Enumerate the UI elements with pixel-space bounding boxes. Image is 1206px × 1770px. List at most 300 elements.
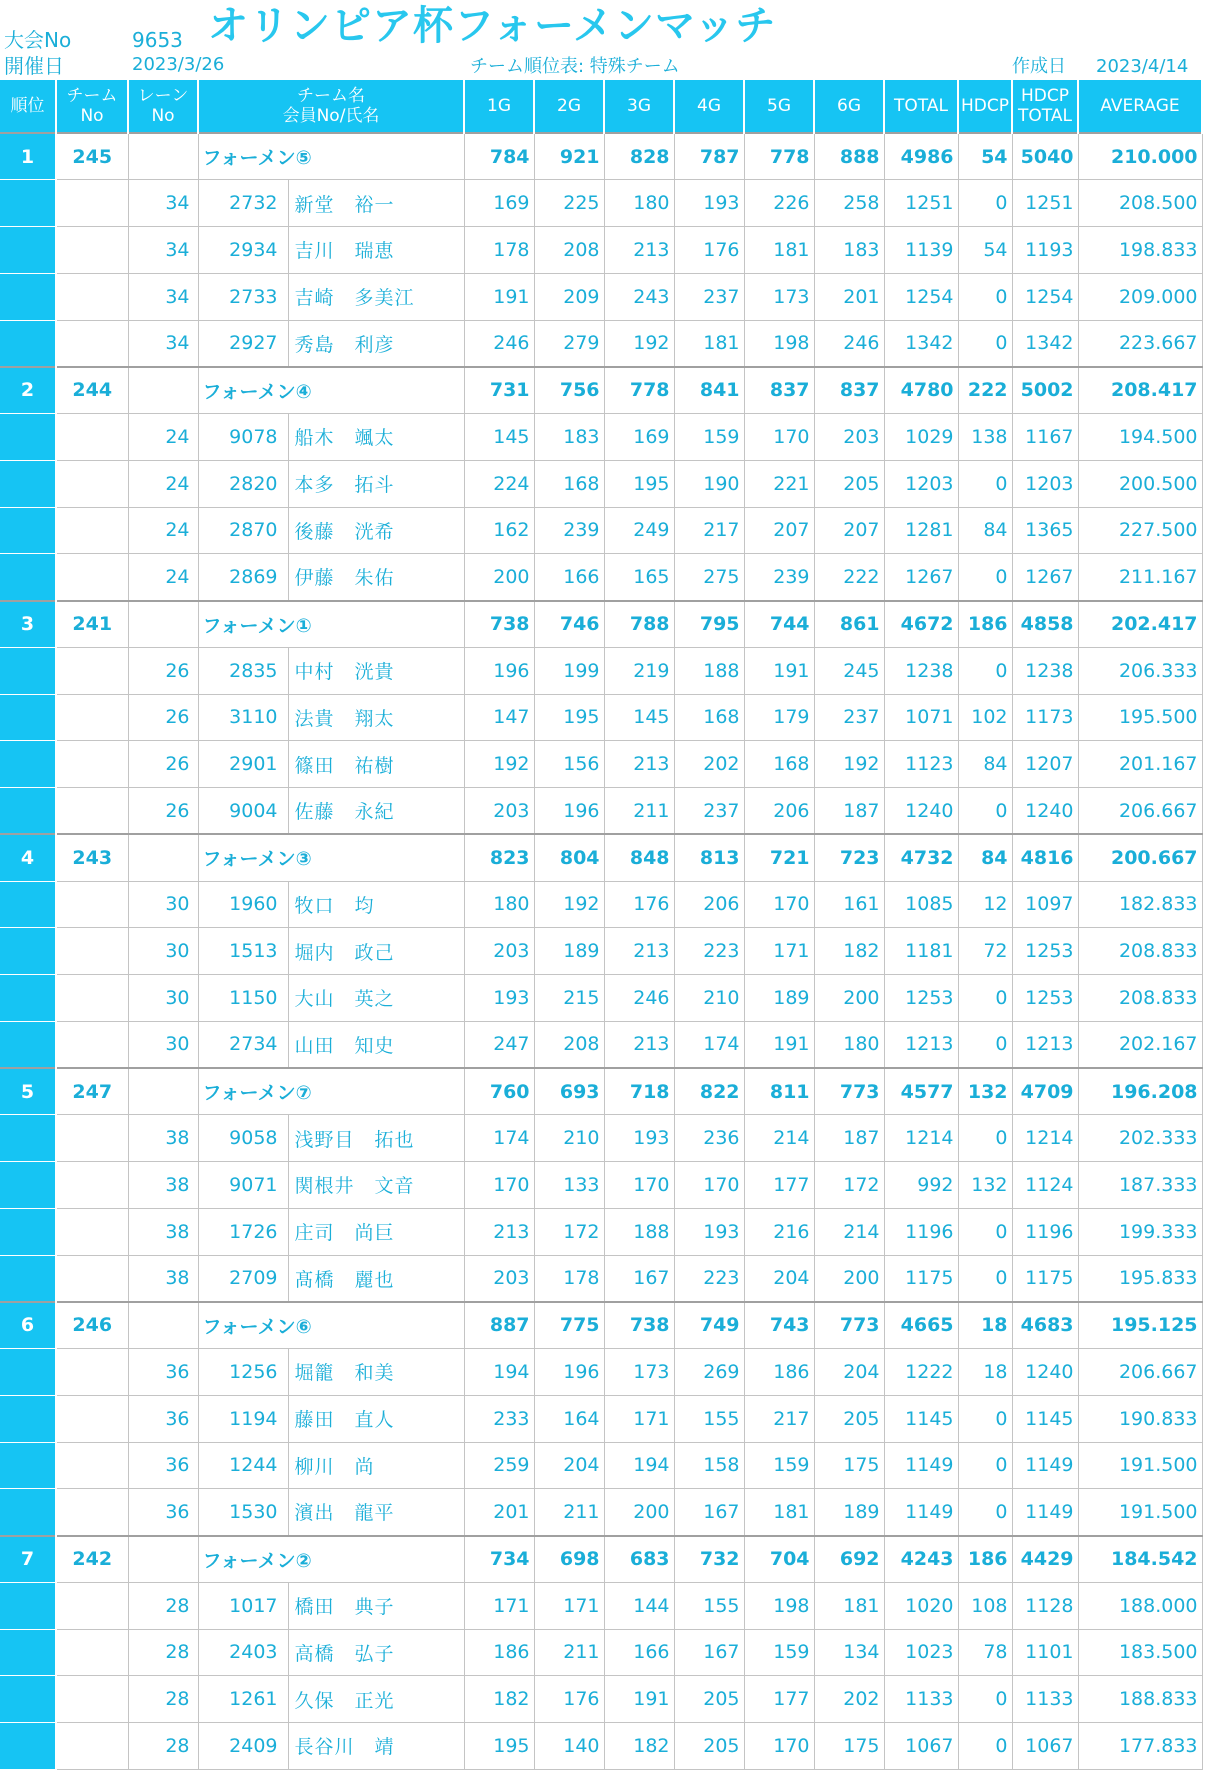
team-g6-cell: 773 [814, 1068, 884, 1115]
team-average-cell: 202.417 [1078, 601, 1202, 648]
member-average-cell: 177.833 [1078, 1723, 1202, 1770]
team-no-cell [56, 1676, 128, 1723]
lane-cell: 38 [128, 1208, 198, 1255]
member-g2-cell: 164 [534, 1395, 604, 1442]
team-average-cell: 200.667 [1078, 834, 1202, 881]
member-g5-cell: 226 [744, 180, 814, 227]
member-g3-cell: 144 [604, 1582, 674, 1629]
team-no-cell [56, 741, 128, 788]
lane-cell: 28 [128, 1582, 198, 1629]
member-hdcp-total-cell: 1253 [1012, 975, 1078, 1022]
lane-cell: 24 [128, 414, 198, 461]
member-hdcp-total-cell: 1149 [1012, 1442, 1078, 1489]
member-hdcp-total-cell: 1238 [1012, 647, 1078, 694]
member-g2-cell: 196 [534, 1349, 604, 1396]
member-total-cell: 1214 [884, 1115, 958, 1162]
member-g1-cell: 196 [464, 647, 534, 694]
member-hdcp-total-cell: 1145 [1012, 1395, 1078, 1442]
member-no-cell: 1194 [198, 1395, 288, 1442]
member-g5-cell: 170 [744, 414, 814, 461]
member-g2-cell: 209 [534, 273, 604, 320]
member-g2-cell: 225 [534, 180, 604, 227]
team-no-cell [56, 1629, 128, 1676]
member-g6-cell: 202 [814, 1676, 884, 1723]
member-g6-cell: 200 [814, 1255, 884, 1302]
tournament-no-label: 大会No [4, 28, 72, 52]
member-g3-cell: 200 [604, 1489, 674, 1536]
member-name-cell: 佐藤 永紀 [288, 788, 464, 835]
member-average-cell: 202.167 [1078, 1021, 1202, 1068]
member-hdcp-cell: 0 [958, 554, 1012, 601]
member-hdcp-total-cell: 1240 [1012, 788, 1078, 835]
lane-cell [128, 834, 198, 881]
event-date-value: 2023/3/26 [132, 54, 225, 75]
team-name-cell: フォーメン③ [198, 834, 464, 881]
member-total-cell: 1281 [884, 507, 958, 554]
member-total-cell: 1238 [884, 647, 958, 694]
member-total-cell: 1123 [884, 741, 958, 788]
member-g4-cell: 188 [674, 647, 744, 694]
team-g6-cell: 692 [814, 1536, 884, 1583]
col-hdcp: HDCP [958, 80, 1012, 133]
member-g3-cell: 188 [604, 1208, 674, 1255]
member-name-cell: 髙橋 麗也 [288, 1255, 464, 1302]
page-title: オリンピア杯フォーメンマッチ [208, 3, 777, 49]
member-hdcp-cell: 0 [958, 460, 1012, 507]
team-row [0, 1068, 1202, 1115]
member-no-cell: 1960 [198, 881, 288, 928]
col-average: AVERAGE [1078, 80, 1202, 133]
team-total-cell: 4732 [884, 834, 958, 881]
rank-cell [0, 1349, 56, 1396]
rank-cell [0, 741, 56, 788]
member-row [0, 1442, 1202, 1489]
team-total-cell: 4672 [884, 601, 958, 648]
member-g5-cell: 179 [744, 694, 814, 741]
team-average-cell: 184.542 [1078, 1536, 1202, 1583]
member-g5-cell: 198 [744, 1582, 814, 1629]
member-total-cell: 1145 [884, 1395, 958, 1442]
member-row [0, 1021, 1202, 1068]
team-g3-cell: 828 [604, 133, 674, 180]
member-hdcp-cell: 72 [958, 928, 1012, 975]
team-g3-cell: 778 [604, 367, 674, 414]
team-no-cell [56, 1255, 128, 1302]
lane-cell: 26 [128, 741, 198, 788]
member-name-cell: 船木 颯太 [288, 414, 464, 461]
team-hdcp-cell: 186 [958, 1536, 1012, 1583]
member-g3-cell: 211 [604, 788, 674, 835]
member-hdcp-cell: 78 [958, 1629, 1012, 1676]
member-g4-cell: 193 [674, 1208, 744, 1255]
member-g2-cell: 171 [534, 1582, 604, 1629]
member-average-cell: 195.833 [1078, 1255, 1202, 1302]
member-g1-cell: 170 [464, 1162, 534, 1209]
member-total-cell: 1020 [884, 1582, 958, 1629]
member-g6-cell: 175 [814, 1723, 884, 1770]
member-name-cell: 柳川 尚 [288, 1442, 464, 1489]
member-g1-cell: 174 [464, 1115, 534, 1162]
team-g5-cell: 778 [744, 133, 814, 180]
member-name-cell: 堀内 政己 [288, 928, 464, 975]
member-row [0, 1489, 1202, 1536]
member-g4-cell: 176 [674, 227, 744, 274]
member-g3-cell: 213 [604, 1021, 674, 1068]
member-hdcp-cell: 0 [958, 1442, 1012, 1489]
member-g2-cell: 176 [534, 1676, 604, 1723]
member-g3-cell: 169 [604, 414, 674, 461]
team-no-cell [56, 414, 128, 461]
member-no-cell: 2835 [198, 647, 288, 694]
member-no-cell: 3110 [198, 694, 288, 741]
lane-cell [128, 367, 198, 414]
member-no-cell: 1244 [198, 1442, 288, 1489]
member-total-cell: 1149 [884, 1489, 958, 1536]
member-no-cell: 1726 [198, 1208, 288, 1255]
member-total-cell: 1067 [884, 1723, 958, 1770]
team-average-cell: 210.000 [1078, 133, 1202, 180]
team-row [0, 1302, 1202, 1349]
lane-cell: 26 [128, 788, 198, 835]
member-g4-cell: 170 [674, 1162, 744, 1209]
member-g2-cell: 178 [534, 1255, 604, 1302]
member-g1-cell: 191 [464, 273, 534, 320]
member-g5-cell: 191 [744, 1021, 814, 1068]
member-row [0, 1349, 1202, 1396]
rank-cell [0, 1442, 56, 1489]
lane-cell: 34 [128, 320, 198, 367]
team-row [0, 1536, 1202, 1583]
member-hdcp-cell: 132 [958, 1162, 1012, 1209]
team-no-cell [56, 1723, 128, 1770]
team-no-cell: 247 [56, 1068, 128, 1115]
member-row [0, 1629, 1202, 1676]
member-g1-cell: 171 [464, 1582, 534, 1629]
member-g1-cell: 233 [464, 1395, 534, 1442]
team-g6-cell: 837 [814, 367, 884, 414]
member-average-cell: 198.833 [1078, 227, 1202, 274]
member-g3-cell: 145 [604, 694, 674, 741]
rank-cell: 5 [0, 1068, 56, 1115]
rank-cell [0, 273, 56, 320]
member-average-cell: 190.833 [1078, 1395, 1202, 1442]
team-g4-cell: 795 [674, 601, 744, 648]
lane-cell: 34 [128, 227, 198, 274]
team-hdcp-cell: 132 [958, 1068, 1012, 1115]
team-hdcp-cell: 222 [958, 367, 1012, 414]
lane-cell: 38 [128, 1115, 198, 1162]
member-hdcp-cell: 0 [958, 1395, 1012, 1442]
col-5g: 5G [744, 80, 814, 133]
rank-cell [0, 881, 56, 928]
team-row [0, 834, 1202, 881]
lane-cell: 30 [128, 881, 198, 928]
member-name-cell: 浅野目 拓也 [288, 1115, 464, 1162]
member-g1-cell: 203 [464, 1255, 534, 1302]
member-no-cell: 2869 [198, 554, 288, 601]
member-g3-cell: 243 [604, 273, 674, 320]
rank-cell [0, 554, 56, 601]
rank-cell [0, 180, 56, 227]
team-g3-cell: 738 [604, 1302, 674, 1349]
member-g2-cell: 140 [534, 1723, 604, 1770]
member-name-cell: 中村 洸貴 [288, 647, 464, 694]
team-g1-cell: 734 [464, 1536, 534, 1583]
lane-cell: 28 [128, 1629, 198, 1676]
member-total-cell: 1071 [884, 694, 958, 741]
member-hdcp-cell: 0 [958, 273, 1012, 320]
team-g4-cell: 822 [674, 1068, 744, 1115]
member-name-cell: 堀籠 和美 [288, 1349, 464, 1396]
team-hdcp-total-cell: 4429 [1012, 1536, 1078, 1583]
member-g3-cell: 193 [604, 1115, 674, 1162]
lane-cell: 28 [128, 1676, 198, 1723]
team-g5-cell: 837 [744, 367, 814, 414]
team-no-cell [56, 1442, 128, 1489]
member-no-cell: 9058 [198, 1115, 288, 1162]
team-g4-cell: 732 [674, 1536, 744, 1583]
col-name: チーム名 会員No/氏名 [198, 80, 464, 133]
lane-cell: 38 [128, 1255, 198, 1302]
member-g2-cell: 172 [534, 1208, 604, 1255]
member-hdcp-total-cell: 1196 [1012, 1208, 1078, 1255]
member-hdcp-total-cell: 1133 [1012, 1676, 1078, 1723]
member-name-cell: 山田 知史 [288, 1021, 464, 1068]
member-g1-cell: 201 [464, 1489, 534, 1536]
lane-cell: 24 [128, 507, 198, 554]
member-g6-cell: 205 [814, 460, 884, 507]
member-g5-cell: 239 [744, 554, 814, 601]
member-average-cell: 211.167 [1078, 554, 1202, 601]
member-g3-cell: 180 [604, 180, 674, 227]
member-g1-cell: 246 [464, 320, 534, 367]
member-no-cell: 9078 [198, 414, 288, 461]
team-g4-cell: 813 [674, 834, 744, 881]
team-g1-cell: 760 [464, 1068, 534, 1115]
member-g4-cell: 269 [674, 1349, 744, 1396]
member-total-cell: 1175 [884, 1255, 958, 1302]
member-g4-cell: 181 [674, 320, 744, 367]
member-no-cell: 2901 [198, 741, 288, 788]
member-no-cell: 2709 [198, 1255, 288, 1302]
member-hdcp-total-cell: 1149 [1012, 1489, 1078, 1536]
member-g3-cell: 182 [604, 1723, 674, 1770]
member-g3-cell: 213 [604, 741, 674, 788]
member-g6-cell: 207 [814, 507, 884, 554]
member-g4-cell: 223 [674, 1255, 744, 1302]
member-g4-cell: 159 [674, 414, 744, 461]
member-hdcp-total-cell: 1254 [1012, 273, 1078, 320]
rank-cell [0, 928, 56, 975]
member-total-cell: 1213 [884, 1021, 958, 1068]
team-g5-cell: 704 [744, 1536, 814, 1583]
member-no-cell: 2409 [198, 1723, 288, 1770]
member-g3-cell: 195 [604, 460, 674, 507]
member-g1-cell: 247 [464, 1021, 534, 1068]
member-name-cell: 高橋 弘子 [288, 1629, 464, 1676]
member-g2-cell: 211 [534, 1489, 604, 1536]
team-g1-cell: 784 [464, 133, 534, 180]
member-g4-cell: 223 [674, 928, 744, 975]
member-no-cell: 9071 [198, 1162, 288, 1209]
member-average-cell: 208.500 [1078, 180, 1202, 227]
member-total-cell: 1267 [884, 554, 958, 601]
rank-cell [0, 975, 56, 1022]
member-g2-cell: 199 [534, 647, 604, 694]
team-average-cell: 208.417 [1078, 367, 1202, 414]
member-hdcp-cell: 84 [958, 741, 1012, 788]
member-average-cell: 195.500 [1078, 694, 1202, 741]
member-hdcp-cell: 84 [958, 507, 1012, 554]
rank-cell: 1 [0, 133, 56, 180]
team-total-cell: 4986 [884, 133, 958, 180]
member-g3-cell: 249 [604, 507, 674, 554]
member-row [0, 1723, 1202, 1770]
member-name-cell: 篠田 祐樹 [288, 741, 464, 788]
rank-cell [0, 788, 56, 835]
member-g2-cell: 239 [534, 507, 604, 554]
member-g5-cell: 207 [744, 507, 814, 554]
member-total-cell: 1149 [884, 1442, 958, 1489]
member-hdcp-cell: 0 [958, 1489, 1012, 1536]
member-g2-cell: 196 [534, 788, 604, 835]
rank-cell [0, 507, 56, 554]
member-hdcp-total-cell: 1251 [1012, 180, 1078, 227]
team-no-cell [56, 1395, 128, 1442]
member-row [0, 460, 1202, 507]
rank-cell [0, 1255, 56, 1302]
team-no-cell [56, 881, 128, 928]
member-row [0, 320, 1202, 367]
team-hdcp-total-cell: 5002 [1012, 367, 1078, 414]
team-no-cell [56, 273, 128, 320]
member-name-cell: 牧口 均 [288, 881, 464, 928]
member-g6-cell: 203 [814, 414, 884, 461]
member-g2-cell: 208 [534, 1021, 604, 1068]
team-g6-cell: 773 [814, 1302, 884, 1349]
member-hdcp-cell: 0 [958, 1676, 1012, 1723]
member-g3-cell: 194 [604, 1442, 674, 1489]
lane-cell: 36 [128, 1442, 198, 1489]
team-total-cell: 4243 [884, 1536, 958, 1583]
member-g6-cell: 172 [814, 1162, 884, 1209]
member-average-cell: 208.833 [1078, 975, 1202, 1022]
member-hdcp-cell: 54 [958, 227, 1012, 274]
member-g2-cell: 211 [534, 1629, 604, 1676]
team-hdcp-cell: 54 [958, 133, 1012, 180]
member-g6-cell: 214 [814, 1208, 884, 1255]
rank-cell [0, 414, 56, 461]
team-no-cell [56, 1582, 128, 1629]
member-average-cell: 209.000 [1078, 273, 1202, 320]
team-g3-cell: 718 [604, 1068, 674, 1115]
member-g4-cell: 158 [674, 1442, 744, 1489]
member-g4-cell: 167 [674, 1489, 744, 1536]
team-average-cell: 196.208 [1078, 1068, 1202, 1115]
member-g6-cell: 183 [814, 227, 884, 274]
member-g5-cell: 214 [744, 1115, 814, 1162]
member-no-cell: 2732 [198, 180, 288, 227]
team-no-cell [56, 554, 128, 601]
member-g6-cell: 187 [814, 788, 884, 835]
event-date-label: 開催日 [4, 54, 64, 78]
member-g4-cell: 202 [674, 741, 744, 788]
member-g1-cell: 193 [464, 975, 534, 1022]
member-total-cell: 1029 [884, 414, 958, 461]
team-no-cell [56, 227, 128, 274]
team-g4-cell: 787 [674, 133, 744, 180]
team-g2-cell: 921 [534, 133, 604, 180]
team-g2-cell: 775 [534, 1302, 604, 1349]
member-total-cell: 1342 [884, 320, 958, 367]
member-hdcp-total-cell: 1097 [1012, 881, 1078, 928]
member-row [0, 881, 1202, 928]
member-average-cell: 188.833 [1078, 1676, 1202, 1723]
member-name-cell: 秀島 利彦 [288, 320, 464, 367]
lane-cell [128, 1068, 198, 1115]
member-row [0, 647, 1202, 694]
member-average-cell: 194.500 [1078, 414, 1202, 461]
team-g1-cell: 823 [464, 834, 534, 881]
member-name-cell: 吉崎 多美江 [288, 273, 464, 320]
member-g5-cell: 170 [744, 881, 814, 928]
team-name-cell: フォーメン① [198, 601, 464, 648]
member-g1-cell: 192 [464, 741, 534, 788]
member-g2-cell: 168 [534, 460, 604, 507]
member-hdcp-total-cell: 1253 [1012, 928, 1078, 975]
member-g4-cell: 205 [674, 1676, 744, 1723]
col-2g: 2G [534, 80, 604, 133]
member-row [0, 741, 1202, 788]
member-g2-cell: 183 [534, 414, 604, 461]
member-g1-cell: 147 [464, 694, 534, 741]
team-hdcp-cell: 18 [958, 1302, 1012, 1349]
member-g5-cell: 159 [744, 1442, 814, 1489]
member-hdcp-total-cell: 1128 [1012, 1582, 1078, 1629]
rank-cell [0, 1208, 56, 1255]
col-lane-no: レーン No [128, 80, 198, 133]
member-no-cell: 1256 [198, 1349, 288, 1396]
member-no-cell: 2820 [198, 460, 288, 507]
team-no-cell [56, 320, 128, 367]
team-hdcp-total-cell: 5040 [1012, 133, 1078, 180]
team-no-cell [56, 694, 128, 741]
member-g3-cell: 191 [604, 1676, 674, 1723]
member-average-cell: 191.500 [1078, 1489, 1202, 1536]
member-total-cell: 1203 [884, 460, 958, 507]
team-g6-cell: 723 [814, 834, 884, 881]
team-row [0, 133, 1202, 180]
team-name-cell: フォーメン⑥ [198, 1302, 464, 1349]
member-g4-cell: 190 [674, 460, 744, 507]
team-g5-cell: 811 [744, 1068, 814, 1115]
rank-cell [0, 320, 56, 367]
member-g3-cell: 176 [604, 881, 674, 928]
col-4g: 4G [674, 80, 744, 133]
member-g5-cell: 217 [744, 1395, 814, 1442]
member-hdcp-total-cell: 1067 [1012, 1723, 1078, 1770]
team-no-cell [56, 1021, 128, 1068]
member-row [0, 1395, 1202, 1442]
member-hdcp-total-cell: 1193 [1012, 227, 1078, 274]
team-g2-cell: 746 [534, 601, 604, 648]
team-g4-cell: 841 [674, 367, 744, 414]
team-no-cell: 241 [56, 601, 128, 648]
team-hdcp-cell: 84 [958, 834, 1012, 881]
created-date-label: 作成日 [1012, 56, 1066, 77]
member-average-cell: 201.167 [1078, 741, 1202, 788]
team-no-cell [56, 975, 128, 1022]
